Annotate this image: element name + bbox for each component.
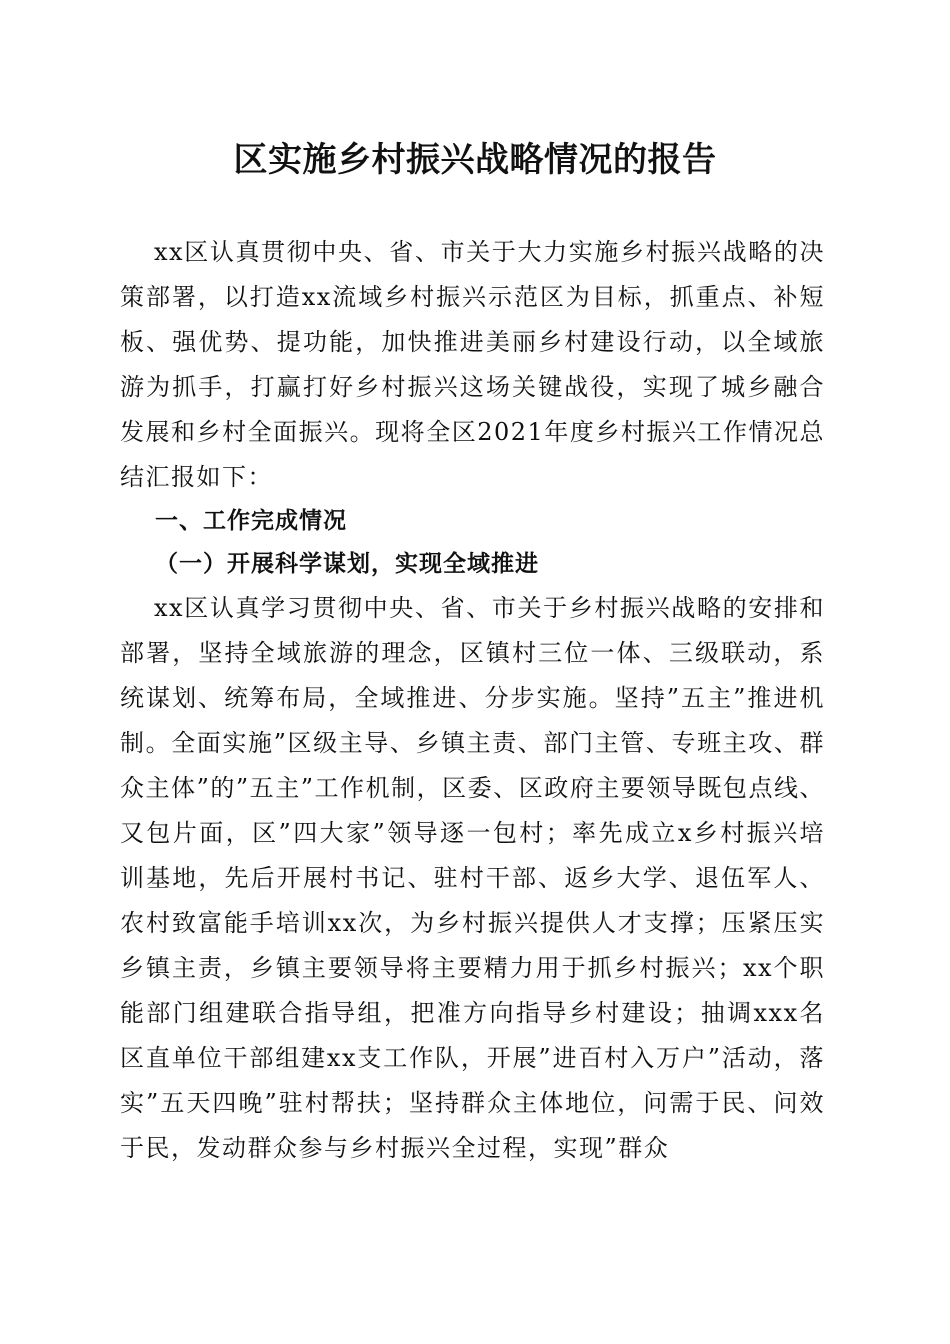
section-heading: 一、工作完成情况 — [155, 508, 347, 534]
document-title: 区实施乡村振兴战略情况的报告 — [233, 140, 717, 180]
intro-paragraph: xx区认真贯彻中央、省、市关于大力实施乡村振兴战略的决策部署，以打造xx流域乡村振兴示范区为目标，抓重点、补短板、强优势、提功能，加快推进美丽乡村建设行动，以全域旅游为抓手，打赢打好乡村振兴这场关键战役，实现了城乡融合发展和乡村全面振兴。现将全区2021年度乡村振兴工作情况总结汇报如下： — [120, 238, 825, 491]
subsection-heading: （一）开展科学谋划，实现全域推进 — [155, 550, 539, 577]
body-paragraph: xx区认真学习贯彻中央、省、市关于乡村振兴战略的安排和部署，坚持全域旅游的理念，区镇村三位一体、三级联动，系统谋划、统筹布局，全域推进、分步实施。坚持”五主”推进机制。全面实施”区级主导、乡镇主责、部门主管、专班主攻、群众主体”的”五主”工作机制，区委、区政府主要领导既包点线、又包片面，区”四大家”领导逐一包村；率先成立x乡村振兴培训基地，先后开展村书记、驻村干部、返乡大学、退伍军人、农村致富能手培训xx次，为乡村振兴提供人才支撑；压紧压实乡镇主责，乡镇主要领导将主要精力用于抓乡村振兴；xx个职能部门组建联合指导组，把准方向指导乡村建设；抽调xxx名区直单位干部组建xx支工作队，开展”进百村入万户”活动，落实”五天四晚”驻村帮扶；坚持群众主体地位，问需于民、问效于民，发动群众参与乡村振兴全过程，实现”群众 — [120, 594, 825, 1162]
